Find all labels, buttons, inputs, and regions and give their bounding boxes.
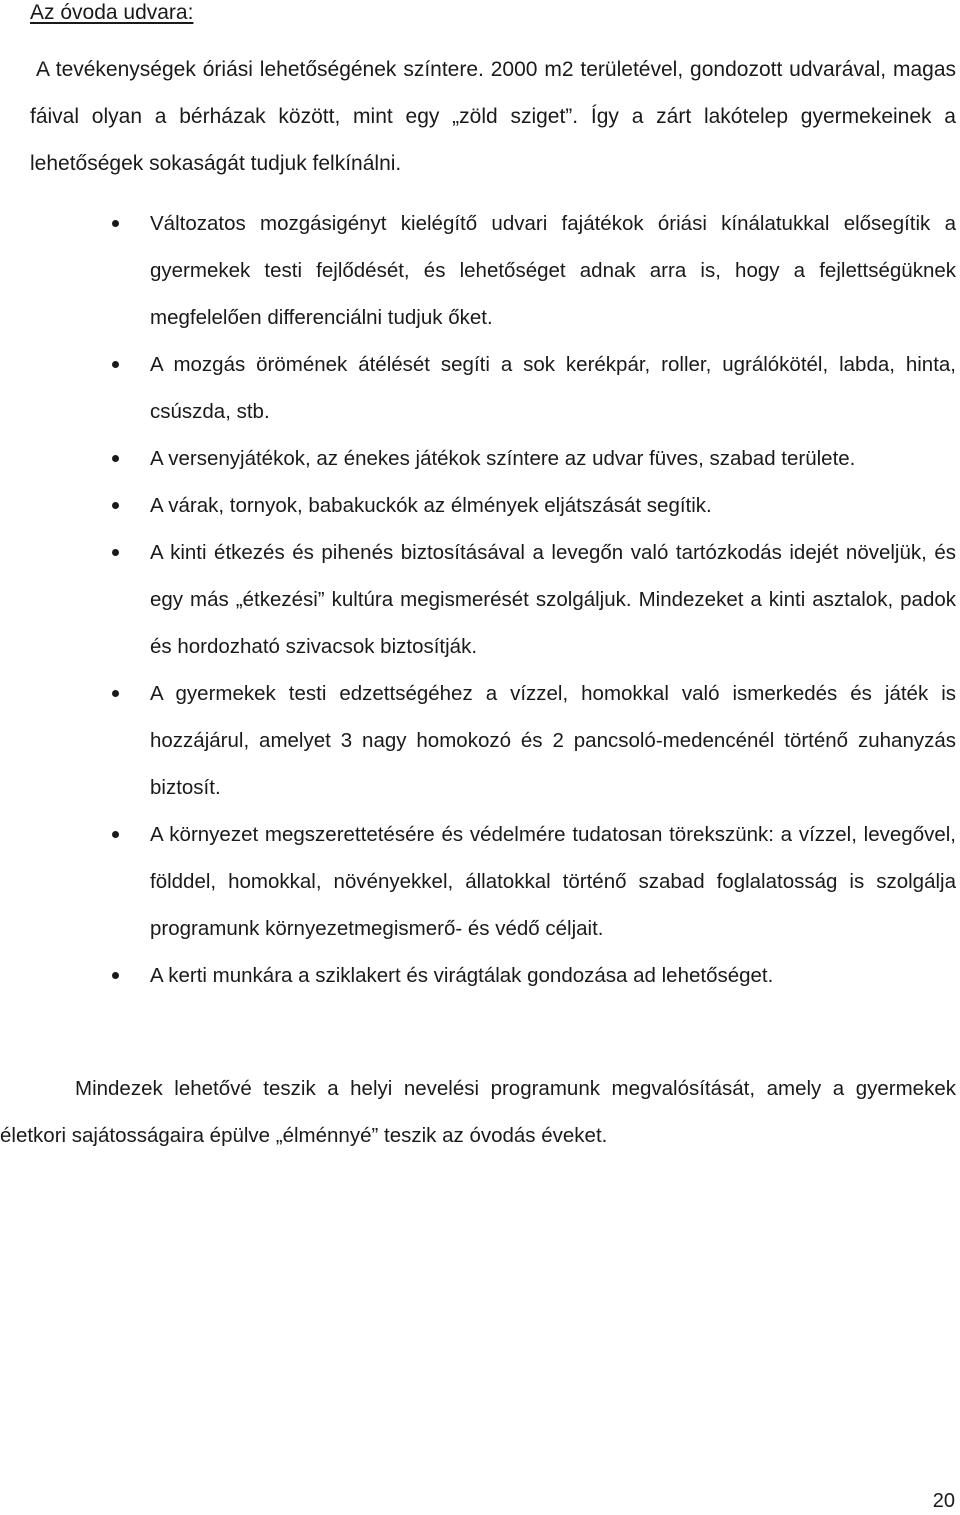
bullet-item [0, 952, 960, 999]
section-heading: Az óvoda udvara: [30, 1, 194, 24]
bullet-item [0, 529, 960, 670]
bullet-item [0, 811, 960, 952]
bullet-icon [112, 220, 119, 227]
bullet-text: A környezet megszerettetésére és védelmére tudatosan törekszünk: a vízzel, levegővel, földdel, homokkal, növényekkel, állatokkal történő szabad foglalatosság is szolgálja programunk környezetmegismerő- és védő céljait. [150, 823, 956, 940]
bullet-icon [112, 831, 119, 838]
bullet-item [0, 200, 960, 341]
bullet-text: A versenyjátékok, az énekes játékok színtere az udvar füves, szabad területe. [150, 447, 856, 470]
bullet-text: A kerti munkára a sziklakert és virágtálak gondozása ad lehetőséget. [150, 964, 774, 987]
bullet-text: A gyermekek testi edzettségéhez a vízzel, homokkal való ismerkedés és játék is hozzájárul, amelyet 3 nagy homokozó és 2 pancsoló-medencénél történő zuhanyzás biztosít. [150, 682, 956, 799]
bullet-text: Változatos mozgásigényt kielégítő udvari fajátékok óriási kínálatukkal elősegítik a gyermekek testi fejlődését, és lehetőséget adnak arra is, hogy a fejlettségüknek megfelelően differenciálni tudjuk őket. [150, 212, 956, 329]
bullet-item [0, 482, 960, 529]
bullet-item [0, 670, 960, 811]
bullet-icon [112, 972, 119, 979]
bullet-text: A várak, tornyok, babakuckók az élmények eljátszását segítik. [150, 494, 712, 517]
page-number: 20 [932, 1490, 955, 1512]
bullet-text: A mozgás örömének átélését segíti a sok kerékpár, roller, ugrálókötél, labda, hinta, csúszda, stb. [150, 353, 956, 423]
bullet-icon [112, 455, 119, 462]
bullet-text: A kinti étkezés és pihenés biztosításával a levegőn való tartózkodás idejét növeljük, és egy más „étkezési” kultúra megismerését szolgáljuk. Mindezeket a kinti asztalok, padok és hordozható szivacsok biztosítják. [150, 541, 956, 658]
bullet-list [0, 200, 960, 999]
bullet-icon [112, 549, 119, 556]
closing-paragraph: Mindezek lehetővé teszik a helyi nevelési programunk megvalósítását, amely a gyermekek életkori sajátosságaira épülve „élménnyé” teszik az óvodás éveket. [0, 1077, 956, 1147]
bullet-icon [112, 690, 119, 697]
bullet-item [0, 341, 960, 435]
bullet-icon [112, 361, 119, 368]
intro-paragraph: A tevékenységek óriási lehetőségének színtere. 2000 m2 területével, gondozott udvarával, magas fáival olyan a bérházak között, mint egy „zöld sziget”. Így a zárt lakótelep gyermekeinek a lehetőségek sokaságát tudjuk felkínálni. [30, 58, 956, 175]
bullet-item [0, 435, 960, 482]
bullet-icon [112, 502, 119, 509]
